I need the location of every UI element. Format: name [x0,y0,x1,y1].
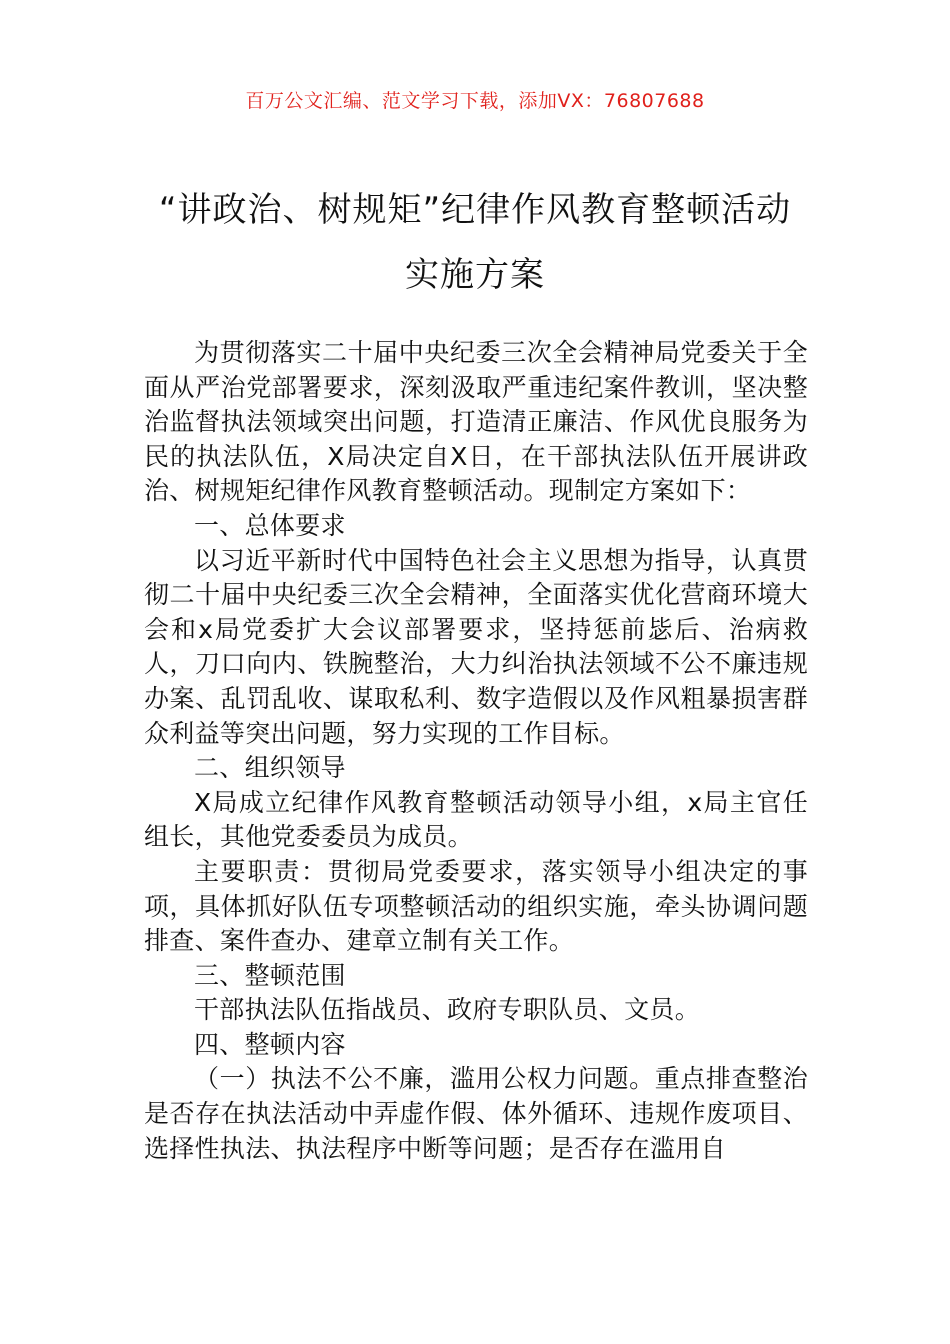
body-paragraph: （一）执法不公不廉，滥用公权力问题。重点排查整治是否存在执法活动中弄虚作假、体外循环、违规作废项目、选择性执法、执法程序中断等问题；是否存在滥用自 [144,1064,808,1163]
body-paragraph: 以习近平新时代中国特色社会主义思想为指导，认真贯彻二十届中央纪委三次全会精神，全面落实优化营商环境大会和x局党委扩大会议部署要求，坚持惩前毖后、治病救人，刀口向内、铁腕整治，大力纠治执法领域不公不廉违规办案、乱罚乱收、谋取私利、数字造假以及作风粗暴损害群众利益等突出问题，努力实现的工作目标。 [144,545,808,748]
intro-paragraph: 为贯彻落实二十届中央纪委三次全会精神局党委关于全面从严治党部署要求，深刻汲取严重违纪案件教训，坚决整治监督执法领域突出问题，打造清正廉洁、作风优良服务为民的执法队伍，X局决定自X日，在干部执法队伍开展讲政治、树规矩纪律作风教育整顿活动。现制定方案如下： [144,338,808,506]
body-paragraph: X局成立纪律作风教育整顿活动领导小组，x局主官任组长，其他党委委员为成员。 [144,787,808,852]
section-heading-scope: 三、整顿范围 [194,960,346,990]
section-heading-organization: 二、组织领导 [194,753,346,783]
section-heading-content: 四、整顿内容 [194,1029,346,1059]
section-heading-overall-requirements: 一、总体要求 [194,510,346,540]
document-title-line-1: “讲政治、树规矩”纪律作风教育整顿活动 [158,190,792,230]
document-body [144,336,808,1166]
document-title-line-2: 实施方案 [405,255,545,295]
body-paragraph: 主要职责：贯彻局党委要求，落实领导小组决定的事项，具体抓好队伍专项整顿活动的组织实施，牵头协调问题排查、案件查办、建章立制有关工作。 [144,856,808,956]
body-paragraph: 干部执法队伍指战员、政府专职队员、文员。 [194,995,701,1025]
download-notice: 百万公文汇编、范文学习下载，添加VX：76807688 [245,90,705,112]
